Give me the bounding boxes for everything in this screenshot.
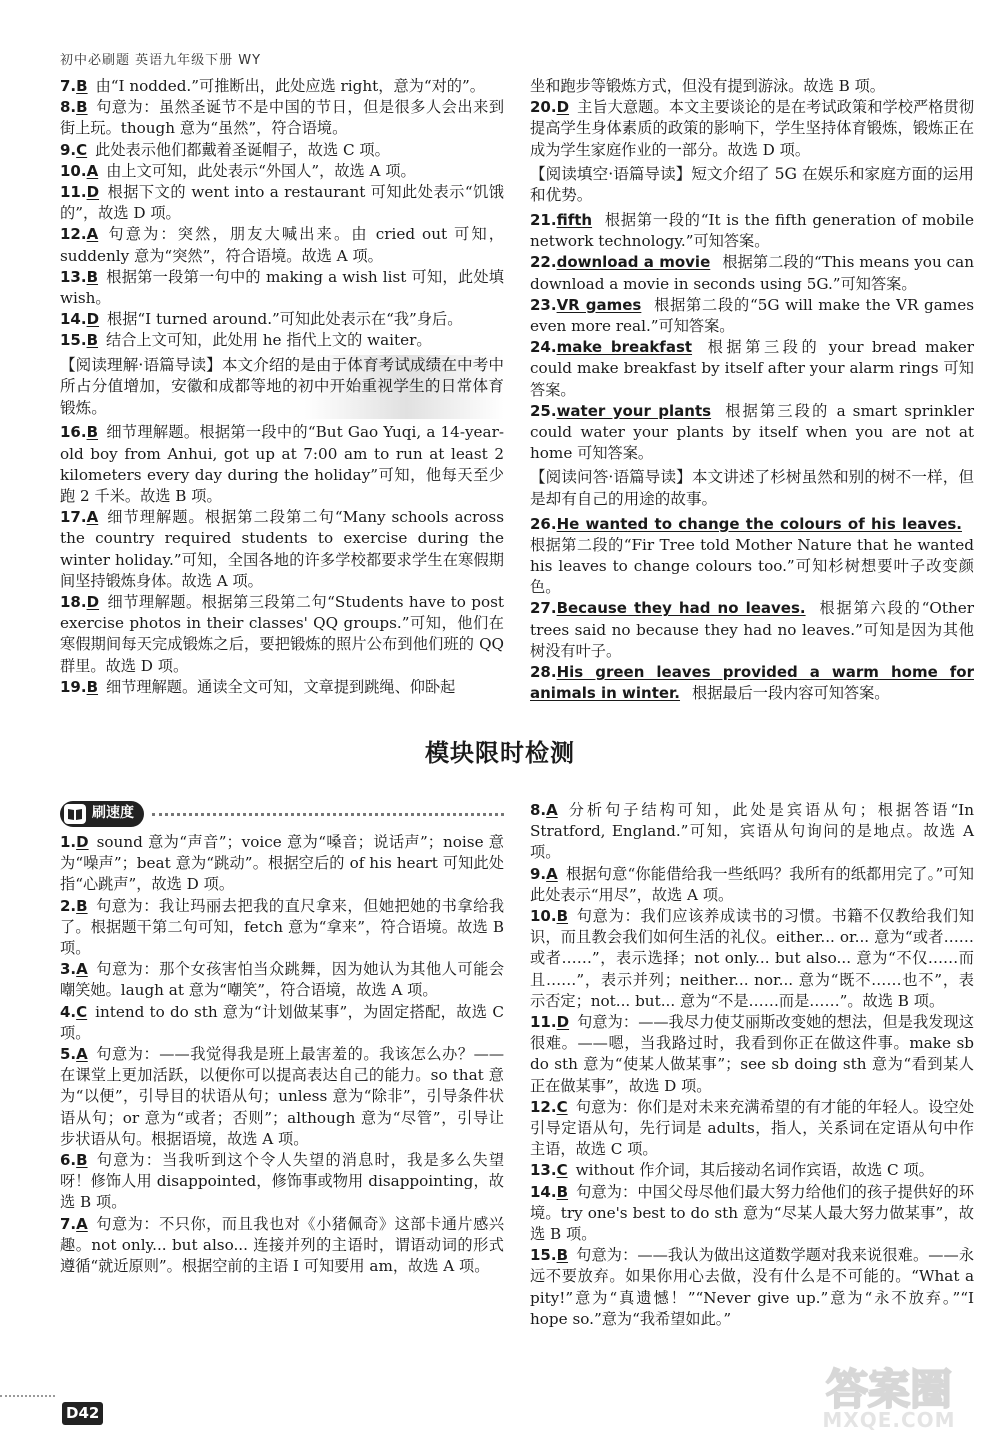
explanation-text: 此处表示他们都戴着圣诞帽子，故选 C 项。 xyxy=(95,140,390,159)
answer-entry xyxy=(530,1245,974,1330)
explanation-text: 根据第二段的“Fir Tree told Mother Nature that he wanted his leaves to change colours too.”可知杉树想要叶子改变颜色。 xyxy=(530,535,974,597)
question-number: 11. xyxy=(60,183,87,202)
question-number: 13. xyxy=(530,1161,557,1180)
answer-entry xyxy=(60,832,504,896)
answer-entry xyxy=(60,76,504,97)
question-number: 19. xyxy=(60,677,87,696)
answer-entry xyxy=(60,182,504,224)
answer-entry xyxy=(530,337,974,401)
answer-entry xyxy=(530,401,974,465)
explanation-text: 根据第二段的“5G will make the VR games even more real.”可知答案。 xyxy=(530,295,974,336)
answer-key: water your plants xyxy=(556,401,712,420)
explanation-text: 句意为：不只你，而且我也对《小猪佩奇》这部卡通片感兴趣。not only... but also... 连接并列的主语时，谓语动词的形式遵循“就近原则”。根据空前的主语 I 可知要用 am，故选 A 项。 xyxy=(60,1214,504,1276)
page-number: D42 xyxy=(62,1402,103,1425)
answer-entry xyxy=(530,210,974,252)
question-number: 5. xyxy=(60,1045,77,1064)
answer-key: C xyxy=(556,1097,568,1116)
explanation-text: 细节理解题。通读全文可知，文章提到跳绳、仰卧起 xyxy=(106,677,456,696)
question-number: 18. xyxy=(60,593,87,612)
question-number: 14. xyxy=(60,310,87,329)
answers-bottom-right-column xyxy=(530,800,974,1330)
answers-top-right-column xyxy=(530,76,974,704)
question-number: 7. xyxy=(60,77,77,95)
explanation-text: 句意为：——我尽力使艾丽斯改变她的想法，但是我发现这很难。——嗯，当我路过时，我看到你正在做这件事。make sb do sth 意为“使某人做某事”；see sb doing sth 意为“看到某人正在做某事”，故选 D 项。 xyxy=(530,1013,974,1095)
explanation-text: 细节理解题。根据第三段第二句“Students have to post exercise photos in their classes' QQ groups.”可知，他们在寒假期间每天完成锻炼之后，要把锻炼的照片公布到他们班的 QQ 群里。故选 D 项。 xyxy=(60,593,504,675)
question-number: 8. xyxy=(60,98,77,117)
answer-entry xyxy=(60,309,504,330)
answer-key: B xyxy=(556,907,569,926)
answer-key: A xyxy=(76,1045,88,1064)
explanation-text: 分析句子结构可知，此处是宾语从句；根据答语“In Stratford, England.”可知，宾语从句询问的是地点。故选 A 项。 xyxy=(530,801,974,862)
question-number: 11. xyxy=(530,1013,557,1032)
question-number: 12. xyxy=(530,1097,557,1116)
reading-guide: 【阅读填空·语篇导读】短文介绍了 5G 在娱乐和家庭方面的运用和优势。 xyxy=(530,164,974,205)
answer-key: B xyxy=(76,98,88,117)
question-number: 9. xyxy=(60,140,77,159)
answer-key: VR games xyxy=(556,295,642,314)
explanation-text: 根据句意“你能借给我一些纸吗？我所有的纸都用完了。”可知此处表示“用尽”，故选 A 项。 xyxy=(530,864,974,904)
question-number: 2. xyxy=(60,896,77,915)
answers-bottom-left-column xyxy=(60,800,504,1277)
answer-key: B xyxy=(76,77,88,95)
question-number: 28. xyxy=(530,663,557,682)
question-number: 12. xyxy=(60,225,87,244)
question-number: 23. xyxy=(530,295,557,314)
explanation-text: without 作介词，其后接动名词作宾语，故选 C 项。 xyxy=(575,1161,934,1180)
answer-key: A xyxy=(86,161,99,180)
question-number: 6. xyxy=(60,1151,77,1170)
answer-entry xyxy=(530,295,974,337)
answer-key: B xyxy=(76,896,88,915)
answer-key: D xyxy=(86,593,100,612)
watermark-site: MXQE.COM xyxy=(822,1408,956,1432)
explanation-text: 句意为：我让玛丽去把我的直尺拿来，但她把她的书拿给我了。根据题干第二句可知，fetch 意为“拿来”，符合语境。故选 B 项。 xyxy=(60,896,504,958)
question-number: 22. xyxy=(530,253,557,272)
answer-key: B xyxy=(86,267,99,286)
answer-entry xyxy=(530,1012,974,1097)
speed-badge-label: 刷速度 xyxy=(92,805,134,822)
answers-top-left-column xyxy=(60,76,504,698)
explanation-text: 句意为：中国父母尽他们最大努力给他们的孩子提供好的环境。try one's best to do sth 意为“尽某人最大努力做某事”，故选 B 项。 xyxy=(530,1182,974,1244)
answer-key: His green leaves provided a warm home for animals in winter. xyxy=(530,663,974,703)
explanation-text: 句意为：突然，朋友大喊出来。由 cried out 可知，suddenly 意为“突然”，符合语境。故选 A 项。 xyxy=(60,225,504,265)
explanation-text: 由上文可知，此处表示“外国人”，故选 A 项。 xyxy=(106,161,416,180)
question-number: 10. xyxy=(60,161,87,180)
answer-key: D xyxy=(86,183,100,202)
answer-key: A xyxy=(546,801,558,819)
question-number: 10. xyxy=(530,907,557,926)
explanation-text: 根据第三段的 your bread maker could make breakfast by itself after your alarm rings 可知答案。 xyxy=(530,338,974,399)
question-number: 20. xyxy=(530,98,557,117)
explanation-text: 结合上文可知，此处用 he 指代上文的 waiter。 xyxy=(106,331,432,350)
running-header: 初中必刷题 英语九年级下册 WY xyxy=(60,53,262,68)
question-number: 9. xyxy=(530,864,547,883)
question-number: 21. xyxy=(530,211,557,229)
speed-badge xyxy=(60,801,144,826)
answer-key: B xyxy=(556,1246,569,1265)
answer-entry xyxy=(60,1002,504,1044)
question-number: 7. xyxy=(60,1214,77,1233)
watermark-glyphs: 答案圈 xyxy=(825,1365,953,1414)
question-number: 15. xyxy=(530,1246,557,1265)
explanation-text: 由“I nodded.”可推断出，此处应选 right，意为“对的”。 xyxy=(95,77,485,95)
explanation-text: 根据下文的 went into a restaurant 可知此处表示“饥饿的”，故选 D 项。 xyxy=(60,183,504,223)
question-number: 27. xyxy=(530,599,557,618)
answer-entry xyxy=(60,97,504,139)
question-number: 24. xyxy=(530,338,557,357)
question-number: 1. xyxy=(60,833,77,851)
explanation-text: 句意为：我们应该养成读书的习惯。书籍不仅教给我们知识，而且教会我们如何生活的礼仪。either... or... 意为“或者……或者……”，表示选择；not only... but also... 意为“不仅……而且……”，表示并列；neither... nor... 意为“既不……也不”，表示否定；not... but... 意为“不是……而是……”。故选 B 项。 xyxy=(530,907,974,1010)
explanation-text: 句意为：当我听到这个令人失望的消息时，我是多么失望呀！修饰人用 disappointed，修饰事或物用 disappointing，故选 B 项。 xyxy=(60,1151,504,1212)
answer-entry xyxy=(530,662,974,704)
answer-entry xyxy=(530,864,974,906)
answer-key: D xyxy=(556,1013,570,1032)
answer-entry xyxy=(60,161,504,182)
question-number: 17. xyxy=(60,508,87,527)
answer-entry xyxy=(60,422,504,507)
reading-guide: 【阅读理解·语篇导读】本文介绍的是由于体育考试成绩在中考中所占分值增加，安徽和成都等地的初中开始重视学生的日常体育锻炼。 xyxy=(60,355,504,420)
answer-entry xyxy=(60,224,504,266)
explanation-text: sound 意为“声音”；voice 意为“嗓音；说话声”；noise 意为“噪声”；beat 意为“跳动”。根据空后的 of his heart 可知此处指“心跳声”，故选 D 项。 xyxy=(60,833,504,894)
section-title: 模块限时检测 xyxy=(425,739,575,767)
answer-key: C xyxy=(76,140,88,159)
answer-entry xyxy=(530,1182,974,1246)
book-icon xyxy=(64,804,86,824)
answer-key: C xyxy=(76,1002,88,1021)
answer-key: A xyxy=(76,1214,88,1233)
question-number: 14. xyxy=(530,1182,557,1201)
answer-entry xyxy=(530,1097,974,1161)
answer-entry xyxy=(530,252,974,294)
answer-entry xyxy=(530,800,974,864)
explanation-text: 根据第六段的“Other trees said no because they had no leaves.”可知是因为其他树没有叶子。 xyxy=(530,599,974,660)
explanation-text: 根据第三段的 a smart sprinkler could water your plants by itself when you are not at home 可知答案。 xyxy=(530,401,975,463)
explanation-text: 根据“I turned around.”可知此处表示在“我”身后。 xyxy=(107,310,463,329)
answer-entry xyxy=(60,592,504,677)
question-number: 25. xyxy=(530,401,557,420)
answer-key: C xyxy=(556,1161,568,1180)
answer-key: D xyxy=(86,310,100,329)
answer-entry xyxy=(60,507,504,592)
explanation-text: intend to do sth 意为“计划做某事”，为固定搭配，故选 C 项。 xyxy=(60,1002,504,1042)
explanation-text: 主旨大意题。本文主要谈论的是在考试政策和学校严格贯彻提高学生身体素质的政策的影响下，学生坚持体育锻炼，锻炼正在成为学生家庭作业的一部分。故选 D 项。 xyxy=(530,98,974,159)
answer-key: B xyxy=(76,1151,88,1170)
answer-entry xyxy=(60,1150,504,1214)
answer-entry xyxy=(530,76,974,97)
answer-key: B xyxy=(86,677,99,696)
corner-dotted-line xyxy=(0,1395,55,1397)
answer-entry xyxy=(60,896,504,960)
answer-entry xyxy=(530,906,974,1012)
explanation-text: 细节理解题。根据第一段中的“But Gao Yuqi, a 14-year-old boy from Anhui, got up at 7:00 am to run at least 2 kilometers every day during the holiday”可知，他每天至少跑 2 千米。故选 B 项。 xyxy=(60,423,504,506)
answer-entry xyxy=(60,267,504,309)
explanation-text: 根据第二段的“This means you can download a movie in seconds using 5G.”可知答案。 xyxy=(530,253,974,293)
answer-key: A xyxy=(76,960,88,979)
explanation-text: 句意为：——我觉得我是班上最害羞的。我该怎么办？——在课堂上更加活跃，以便你可以提高表达自己的能力。so that 意为“以便”，引导目的状语从句；unless 意为“除非”，引导条件状语从句；or 意为“或者；否则”；although 意为“尽管”，引导让步状语从句。根据语境，故选 A 项。 xyxy=(60,1045,504,1148)
explanation-text: 坐和跑步等锻炼方式，但没有提到游泳。故选 B 项。 xyxy=(530,77,885,95)
question-number: 16. xyxy=(60,423,87,442)
answer-key: B xyxy=(556,1182,569,1201)
answer-entry xyxy=(60,1044,504,1150)
answer-key: A xyxy=(86,508,99,527)
answer-entry xyxy=(530,598,974,662)
answer-entry xyxy=(60,677,504,698)
answer-key: D xyxy=(556,98,570,117)
question-number: 8. xyxy=(530,801,547,819)
answer-entry xyxy=(530,1160,974,1181)
explanation-text: 根据第一段第一句中的 making a wish list 可知，此处填 wish。 xyxy=(60,267,504,308)
answer-key: Because they had no leaves. xyxy=(556,599,806,618)
answer-key: download a movie xyxy=(556,253,711,272)
answer-entry xyxy=(60,1214,504,1278)
answer-key: He wanted to change the colours of his leaves. xyxy=(556,514,962,533)
explanation-text: 句意为：你们是对未来充满希望的有才能的年轻人。设空处引导定语从句，先行词是 adults，指人，关系词在定语从句中作主语，故选 C 项。 xyxy=(530,1097,974,1159)
explanation-text: 根据最后一段内容可知答案。 xyxy=(692,684,890,703)
answer-entry xyxy=(530,97,974,161)
watermark xyxy=(794,1360,984,1432)
answer-key: fifth xyxy=(556,211,593,229)
answer-key: D xyxy=(76,833,89,851)
answer-entry xyxy=(60,140,504,161)
answer-key: B xyxy=(86,423,99,442)
answer-entry xyxy=(530,514,974,599)
answer-key: A xyxy=(86,225,99,244)
question-number: 26. xyxy=(530,514,557,533)
question-number: 15. xyxy=(60,331,87,350)
reading-guide: 【阅读问答·语篇导读】本文讲述了杉树虽然和别的树不一样，但是却有自己的用途的故事。 xyxy=(530,468,974,509)
question-number: 3. xyxy=(60,960,77,979)
explanation-text: 根据第一段的“It is the fifth generation of mobile network technology.”可知答案。 xyxy=(530,211,974,251)
dotted-rule xyxy=(152,813,504,816)
speed-badge-row xyxy=(60,800,504,828)
answer-key: B xyxy=(86,331,99,350)
question-number: 13. xyxy=(60,267,87,286)
explanation-text: 句意为：那个女孩害怕当众跳舞，因为她认为其他人可能会嘲笑她。laugh at 意为“嘲笑”，符合语境，故选 A 项。 xyxy=(60,960,504,1000)
answer-key: A xyxy=(546,864,558,883)
question-number: 4. xyxy=(60,1002,77,1021)
answer-entry xyxy=(60,330,504,351)
explanation-text: 句意为：虽然圣诞节不是中国的节日，但是很多人会出来到街上玩。though 意为“虽然”，符合语境。 xyxy=(60,98,504,138)
answer-key: make breakfast xyxy=(556,338,693,357)
explanation-text: 句意为：——我认为做出这道数学题对我来说很难。——永远不要放弃。如果你用心去做，没有什么是不可能的。“What a pity!”意为“真遗憾！”“Never give up.”意为“永不放弃。”“I hope so.”意为“我希望如此。” xyxy=(530,1246,974,1328)
answer-entry xyxy=(60,959,504,1001)
explanation-text: 细节理解题。根据第二段第二句“Many schools across the country required students to exercise during the winter holiday.”可知，全国各地的许多学校都要求学生在寒假期间坚持锻炼身体。故选 A 项。 xyxy=(60,508,504,590)
